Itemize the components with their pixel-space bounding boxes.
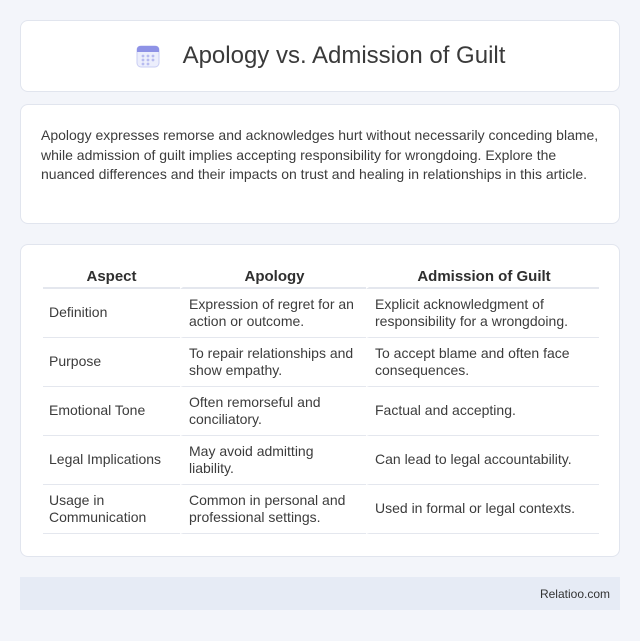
header-aspect: Aspect <box>43 267 180 289</box>
header-card <box>20 20 620 92</box>
cell-aspect: Usage in Communication <box>43 485 180 534</box>
cell-admission: Explicit acknowledgment of responsibility for a wrongdoing. <box>366 289 599 338</box>
cell-apology: May avoid admitting liability. <box>180 436 366 485</box>
cell-apology: Common in personal and professional settings. <box>180 485 366 534</box>
cell-apology: Often remorseful and conciliatory. <box>180 387 366 436</box>
footer <box>20 577 620 610</box>
cell-admission: Can lead to legal accountability. <box>366 436 599 485</box>
calendar-icon <box>135 43 161 69</box>
page-title: Apology vs. Admission of Guilt <box>182 42 506 69</box>
table-row <box>43 387 599 436</box>
table-row <box>43 289 599 338</box>
comparison-table <box>43 267 599 534</box>
cell-admission: Factual and accepting. <box>366 387 599 436</box>
comparison-table-card <box>20 244 620 557</box>
header-admission-of-guilt: Admission of Guilt <box>366 267 599 289</box>
footer-site-link[interactable]: Relatioo.com <box>539 586 610 601</box>
table-row <box>43 436 599 485</box>
cell-aspect: Definition <box>43 289 180 338</box>
cell-admission: Used in formal or legal contexts. <box>366 485 599 534</box>
table-header-row <box>43 267 599 289</box>
cell-aspect: Purpose <box>43 338 180 387</box>
cell-admission: To accept blame and often face consequences. <box>366 338 599 387</box>
title-wrap <box>135 42 506 70</box>
cell-aspect: Legal Implications <box>43 436 180 485</box>
intro-text: Apology expresses remorse and acknowledges hurt without necessarily conceding blame, while admission of guilt implies accepting responsibility for wrongdoing. Explore the nuanced differences and their impacts on trust and healing in relationships in this article. <box>41 127 599 182</box>
table-row <box>43 338 599 387</box>
cell-apology: Expression of regret for an action or outcome. <box>180 289 366 338</box>
intro-card <box>20 104 620 224</box>
cell-aspect: Emotional Tone <box>43 387 180 436</box>
cell-apology: To repair relationships and show empathy. <box>180 338 366 387</box>
table-row <box>43 485 599 534</box>
header-apology: Apology <box>180 267 366 289</box>
